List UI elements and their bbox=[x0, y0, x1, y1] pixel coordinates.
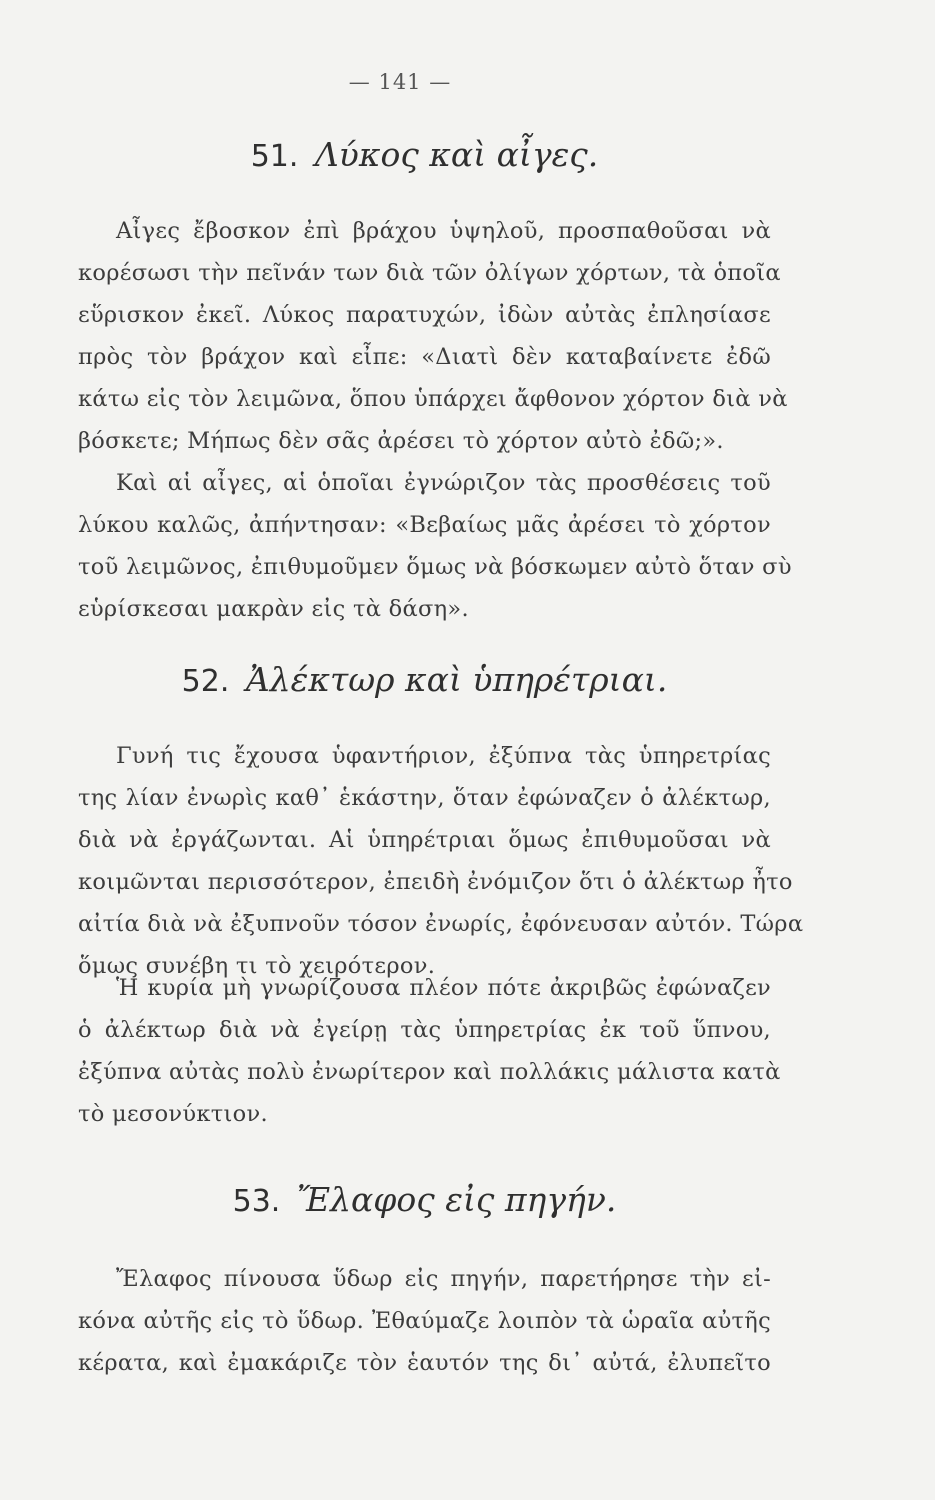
fable-heading: Λύκος καὶ αἶγες. bbox=[314, 135, 599, 174]
text-line: λύκου καλῶς, ἀπήντησαν: «Βεβαίως μᾶς ἀρέσει τὸ χόρτον bbox=[78, 512, 771, 538]
text-line: κόνα αὐτῆς εἰς τὸ ὕδωρ. Ἐθαύμαζε λοιπὸν τὰ ὡραῖα αὐτῆς bbox=[78, 1308, 771, 1334]
text-line: εὕρισκον ἐκεῖ. Λύκος παρατυχών, ἰδὼν αὐτὰς ἐπλησίασε bbox=[78, 302, 771, 328]
fable-52-paragraph-2 bbox=[78, 967, 781, 1135]
text-line: διὰ νὰ ἐργάζωνται. Αἱ ὑπηρέτριαι ὅμως ἐπιθυμοῦσαι νὰ bbox=[78, 827, 771, 853]
text-line: Ἡ κυρία μὴ γνωρίζουσα πλέον πότε ἀκριβῶς ἐφώναζεν bbox=[116, 975, 771, 1001]
fable-51-paragraph-2 bbox=[78, 462, 792, 630]
text-line: κορέσωσι τὴν πεῖνάν των διὰ τῶν ὀλίγων χόρτων, τὰ ὁποῖα bbox=[78, 260, 781, 286]
fable-51 bbox=[78, 135, 771, 174]
fable-number: 52. bbox=[181, 664, 230, 699]
text-line: τὸ μεσονύκτιον. bbox=[78, 1101, 268, 1127]
fable-number: 51. bbox=[250, 139, 299, 174]
text-line: εὑρίσκεσαι μακρὰν εἰς τὰ δάση». bbox=[78, 596, 469, 622]
fable-title bbox=[78, 1180, 771, 1219]
fable-title bbox=[78, 660, 771, 699]
text-line: κέρατα, καὶ ἐμακάριζε τὸν ἑαυτόν της δι᾽ αὐτά, ἐλυπεῖτο bbox=[78, 1350, 771, 1376]
fable-53-paragraph-1 bbox=[78, 1258, 771, 1384]
text-line: πρὸς τὸν βράχον καὶ εἶπε: «Διατὶ δὲν καταβαίνετε ἐδῶ bbox=[78, 344, 771, 370]
text-line: κάτω εἰς τὸν λειμῶνα, ὅπου ὑπάρχει ἄφθονον χόρτον διὰ νὰ bbox=[78, 386, 788, 412]
page-number: — 141 — bbox=[348, 70, 452, 94]
fable-heading: Ἀλέκτωρ καὶ ὑπηρέτριαι. bbox=[245, 660, 668, 699]
text-line: ὅμως συνέβη τι τὸ χειρότερον. bbox=[78, 953, 436, 979]
text-line: βόσκετε; Μήπως δὲν σᾶς ἀρέσει τὸ χόρτον αὐτὸ ἐδῶ;». bbox=[78, 428, 724, 454]
fable-number: 53. bbox=[232, 1184, 281, 1219]
text-line: Ἔλαφος πίνουσα ὕδωρ εἰς πηγήν, παρετήρησε τὴν εἰ- bbox=[116, 1266, 771, 1292]
text-line: τοῦ λειμῶνος, ἐπιθυμοῦμεν ὅμως νὰ βόσκωμεν αὐτὸ ὅταν σὺ bbox=[78, 554, 792, 580]
fable-52-paragraph-1 bbox=[78, 735, 804, 987]
text-line: Γυνή τις ἔχουσα ὑφαντήριον, ἐξύπνα τὰς ὑπηρετρίας bbox=[116, 743, 771, 769]
fable-heading: Ἔλαφος εἰς πηγήν. bbox=[296, 1180, 617, 1219]
text-line: της λίαν ἐνωρὶς καθ᾽ ἑκάστην, ὅταν ἐφώναζεν ὁ ἀλέκτωρ, bbox=[78, 785, 771, 811]
fable-52 bbox=[78, 660, 771, 699]
text-line: αἰτία διὰ νὰ ἐξυπνοῦν τόσον ἐνωρίς, ἐφόνευσαν αὐτόν. Τώρα bbox=[78, 911, 804, 937]
text-line: Καὶ αἱ αἶγες, αἱ ὁποῖαι ἐγνώριζον τὰς προσθέσεις τοῦ bbox=[116, 470, 771, 496]
text-line: ἐξύπνα αὐτὰς πολὺ ἐνωρίτερον καὶ πολλάκις μάλιστα κατὰ bbox=[78, 1059, 781, 1085]
text-line: Αἶγες ἔβοσκον ἐπὶ βράχου ὑψηλοῦ, προσπαθοῦσαι νὰ bbox=[116, 218, 771, 244]
text-line: ὁ ἀλέκτωρ διὰ νὰ ἐγείρῃ τὰς ὑπηρετρίας ἐκ τοῦ ὕπνου, bbox=[78, 1017, 771, 1043]
text-line: κοιμῶνται περισσότερον, ἐπειδὴ ἐνόμιζον ὅτι ὁ ἀλέκτωρ ἦτο bbox=[78, 869, 793, 895]
fable-51-paragraph-1 bbox=[78, 210, 788, 462]
fable-title bbox=[78, 135, 771, 174]
fable-53 bbox=[78, 1180, 771, 1219]
